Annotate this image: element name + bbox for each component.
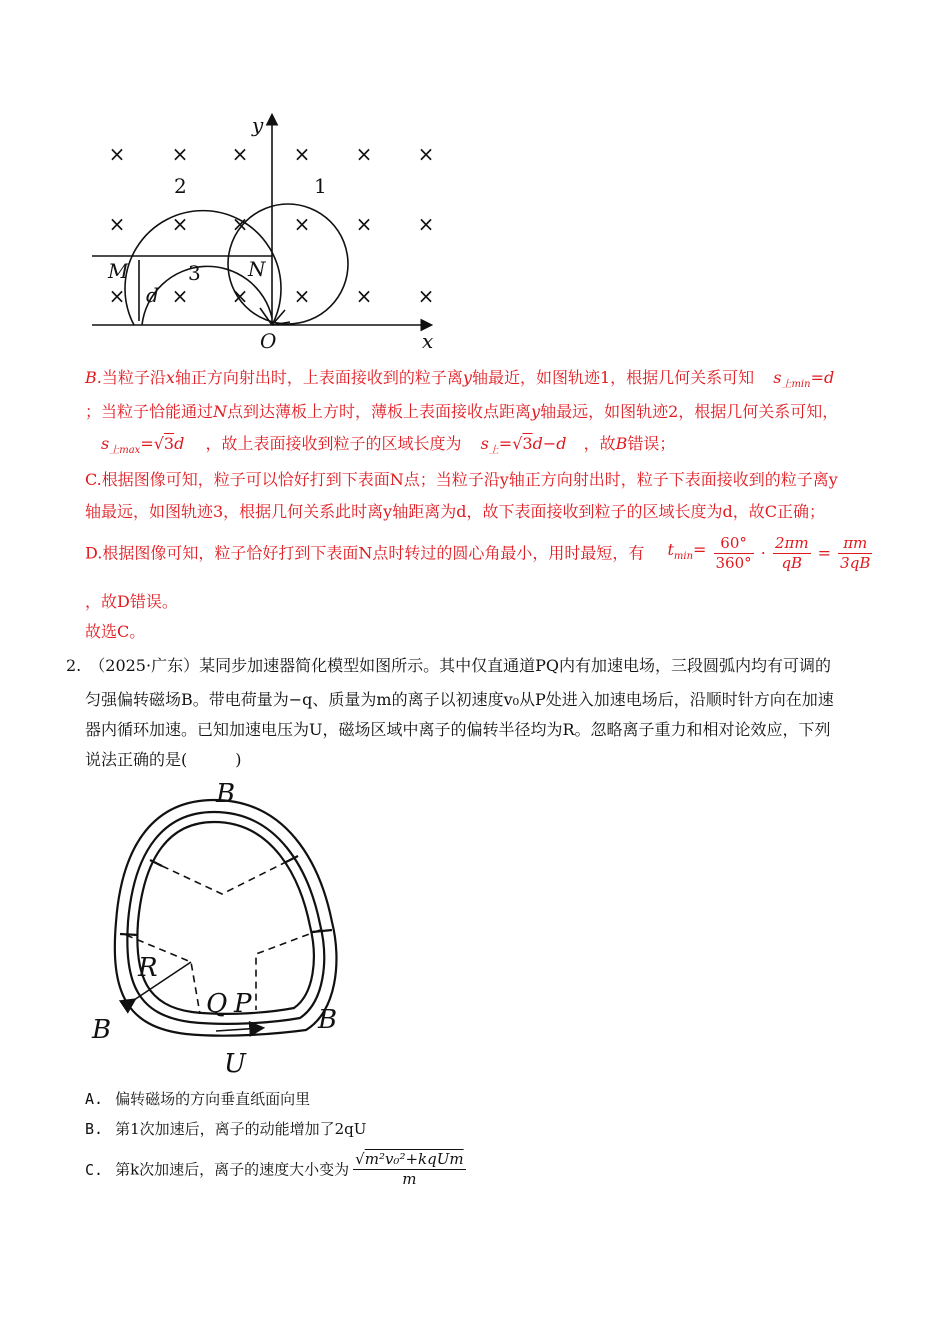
inner-ring [137,822,314,1014]
b-label-top: B [216,779,236,809]
radius-dashed-right [256,930,320,1010]
p-label: P [234,989,252,1019]
field-cross: × [293,284,311,308]
point-m-label: M [108,259,129,283]
field-cross: × [293,212,311,236]
solution-c-line2: 轴最远，如图轨迹3，根据几何关系此时离y轴距离为d，故下表面接收到粒子的区域长度为d，故C正确； [85,502,825,521]
field-cross: × [355,284,373,308]
solution-b-line3: $s_{上max}=√3d$ ，故上表面接收到粒子的区域长度为 $s_上=√3d-d$ ，故B错误； [101,434,676,456]
field-cross: × [417,142,435,166]
segment-divider [120,934,138,935]
solution-c-line1: C.根据图像可知，粒子可以恰好打到下表面N点；当粒子沿y轴正方向射出时，粒子下表面接收到的粒子离y [85,470,838,489]
y-axis-label: y [252,113,264,137]
acceleration-arrow [216,1028,262,1031]
radius-dashed-top [162,862,286,894]
point-n-label: N [248,257,266,281]
q-label: Q [206,989,228,1019]
option-b[interactable]: B. 第1次加速后，离子的动能增加了2qU [85,1120,367,1138]
solution-b-line2: ；当粒子恰能通过N点到达薄板上方时，薄板上表面接收点距离y轴最远，如图轨迹2，根据几何关系可知， [85,402,839,421]
field-cross: × [171,142,189,166]
track-3-label: 3 [188,261,201,285]
option-a[interactable]: A. 偏转磁场的方向垂直纸面向里 [85,1090,311,1108]
field-cross: × [355,212,373,236]
option-c[interactable]: C. 第k次加速后，离子的速度大小变为 $\frac{\text{√m²v₀²+kqUm}}{m}$ [85,1150,464,1188]
b-label-right: B [318,1005,338,1035]
field-cross: × [171,284,189,308]
field-cross: × [108,284,126,308]
fraction: $\frac{\text{√m²v₀²+kqUm}}{m}$ [355,1150,464,1188]
solution-d-tail: ，故D错误。 [85,592,178,611]
u-label: U [224,1049,246,1079]
accelerator-figure [86,772,356,1082]
question-2-line3: 器内循环加速。已知加速电压为U，磁场区域中离子的偏转半径均为R。忽略离子重力和相对论效应，下列 [85,720,831,739]
question-2-line2: 匀强偏转磁场B。带电荷量为−q、质量为m的离子以初速度v₀从P处进入加速电场后，沿顺时针方向在加速 [85,690,834,709]
field-cross: × [417,284,435,308]
solution-b-line1: B.当粒子沿x轴正方向射出时，上表面接收到的粒子离y轴最近，如图轨迹1，根据几何关系可知 $s_{上min}=d$ [85,368,835,390]
origin-label: O [260,329,277,353]
track-2-label: 2 [174,174,187,198]
r-label: R [138,953,158,983]
solution-d-line: D.根据图像可知，粒子恰好打到下表面N点时转过的圆心角最小，用时最短，有 $t_{min}=$ $\frac{60^\circ}{360^\circ}$ · $\frac{2\pi m}{qB}$ = $\frac{\pi m}{3qB}$ [85,534,871,572]
field-cross: × [417,212,435,236]
length-d-label: d [146,283,159,307]
b-label-left: B [92,1015,112,1045]
fraction: $\frac{\pi m}{3qB}$ [840,534,871,572]
solution-conclusion: 故选C。 [85,622,146,641]
field-cross: × [231,212,249,236]
field-cross: × [231,284,249,308]
field-cross: × [355,142,373,166]
field-cross: × [231,142,249,166]
question-2-line4: 说法正确的是( ) [85,750,242,769]
track-1-label: 1 [314,174,327,198]
field-cross: × [293,142,311,166]
field-cross: × [171,212,189,236]
x-axis-label: x [422,329,434,353]
magnetic-field-figure [82,108,442,353]
field-cross: × [108,212,126,236]
field-cross: × [108,142,126,166]
fraction: $\frac{60^\circ}{360^\circ}$ [715,534,752,572]
question-2-line1: 2. （2025·广东）某同步加速器简化模型如图所示。其中仅直通道PQ内有加速电场，三段圆弧内均有可调的 [66,656,831,675]
fraction: $\frac{2\pi m}{qB}$ [774,534,809,572]
